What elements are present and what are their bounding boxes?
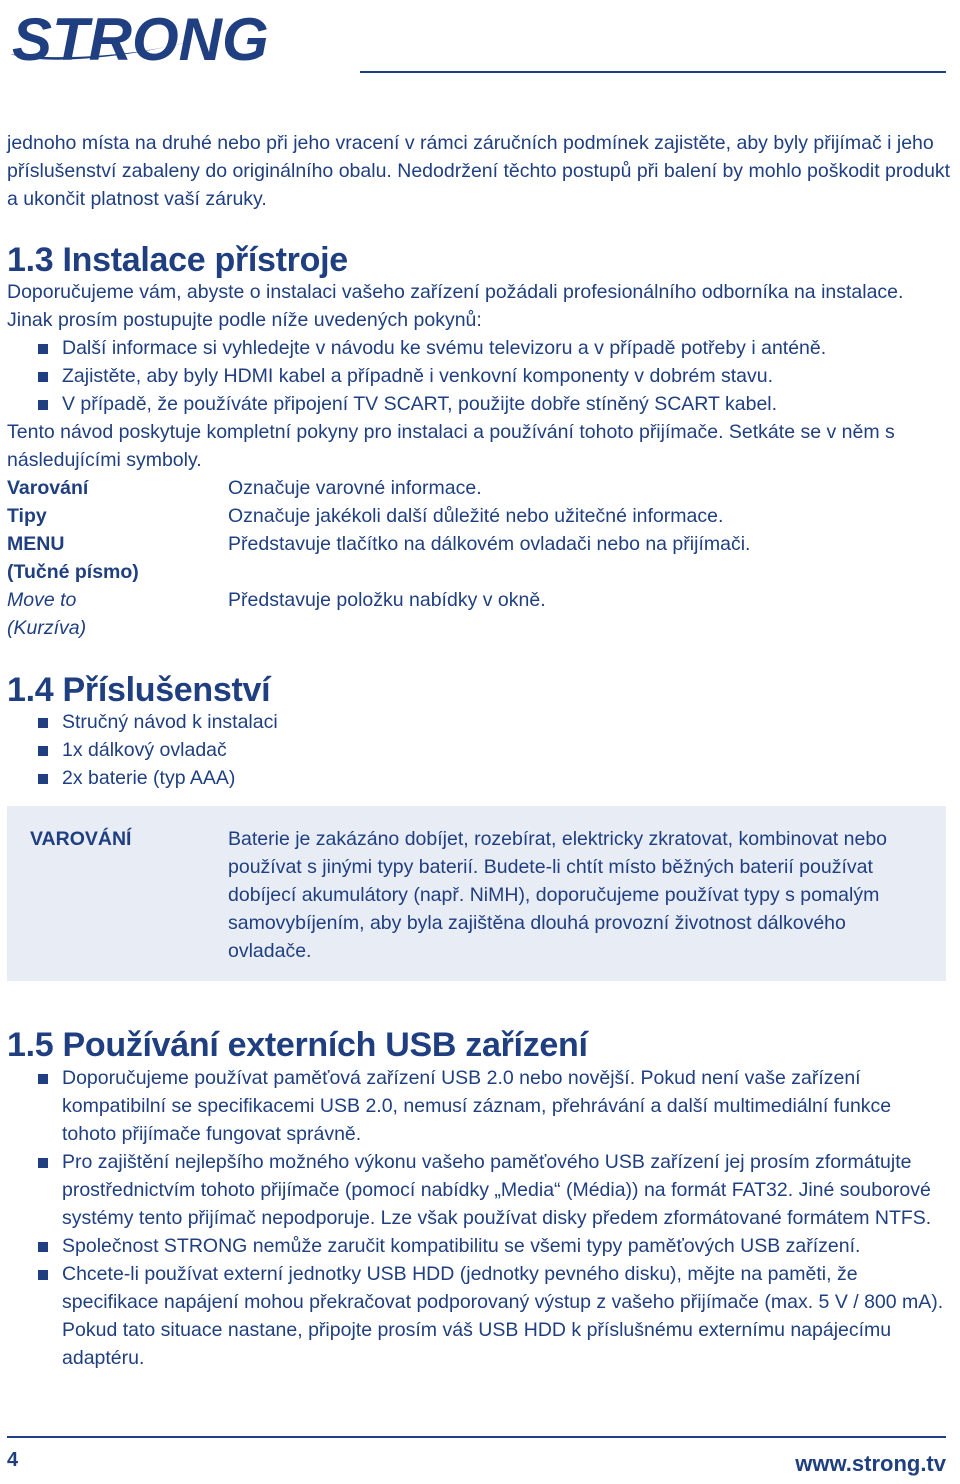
list-item bbox=[7, 708, 947, 736]
bullet-square-icon bbox=[38, 1158, 48, 1168]
logo-text: STRONG bbox=[12, 10, 269, 68]
section-1-4-bullets bbox=[7, 708, 947, 792]
bullet-square-icon bbox=[38, 746, 48, 756]
list-item bbox=[7, 764, 947, 792]
bullet-square-icon bbox=[38, 1270, 48, 1280]
section-1-3-paragraph: Doporučujeme vám, abyste o instalaci vašeho zařízení požádali profesionálního odborníka na instalace. Jinak prosím postupujte podle níže uvedených pokynů: bbox=[7, 281, 904, 331]
section-1-3-paragraph-2: Tento návod poskytuje kompletní pokyny pro instalaci a používání tohoto přijímače. Setkáte se v něm s následujícími symboly. bbox=[7, 421, 895, 471]
website-link[interactable]: www.strong.tv bbox=[795, 1451, 946, 1476]
intro-paragraph: jednoho místa na druhé nebo při jeho vracení v rámci záručních podmínek zajistěte, aby byly přijímač i jeho příslušenství zabaleny do originálního obalu. Nedodržení těchto postupů při balení by mohlo poškodit produkt a ukončit platnost vaší záruky. bbox=[7, 132, 951, 210]
list-item-text: 2x baterie (typ AAA) bbox=[62, 767, 236, 789]
list-item bbox=[7, 1232, 947, 1260]
bullet-square-icon bbox=[38, 718, 48, 728]
list-item-text: V případě, že používáte připojení TV SCART, použijte dobře stíněný SCART kabel. bbox=[62, 393, 778, 415]
symbol-term-bold-note: (Tučné písmo) bbox=[7, 561, 139, 583]
warning-label: VAROVÁNÍ bbox=[30, 828, 132, 850]
section-1-4-heading: 1.4 Příslušenství bbox=[7, 671, 271, 709]
bullet-square-icon bbox=[38, 372, 48, 382]
list-item-text: Zajistěte, aby byly HDMI kabel a případně i venkovní komponenty v dobrém stavu. bbox=[62, 365, 774, 387]
bullet-square-icon bbox=[38, 774, 48, 784]
list-item bbox=[7, 390, 947, 418]
list-item-text: Další informace si vyhledejte v návodu ke svému televizoru a v případě potřeby i anténě. bbox=[62, 337, 827, 359]
list-item-text: Stručný návod k instalaci bbox=[62, 711, 278, 733]
list-item bbox=[7, 736, 947, 764]
symbol-term-menu: MENU bbox=[7, 533, 65, 555]
warning-text: Baterie je zakázáno dobíjet, rozebírat, elektricky zkratovat, kombinovat nebo používat s jinými typy baterií. Budete-li chtít místo běžných baterií používat dobíjecí akumulátory (např. NiMH), doporučujeme používat typy s pomalým samovybíjením, aby byla zajištěna dlouhá provozní životnost dálkového ovladače. bbox=[228, 828, 888, 962]
section-1-5-bullets bbox=[7, 1064, 947, 1372]
bullet-square-icon bbox=[38, 344, 48, 354]
list-item bbox=[7, 1148, 947, 1232]
footer-rule bbox=[7, 1436, 946, 1438]
list-item-text: Pro zajištění nejlepšího možného výkonu vašeho paměťového USB zařízení jej prosím zformátujte prostřednictvím tohoto přijímače (pomocí nabídky „Media“ (Média)) na formát FAT32. Jiné souborové systémy tento přijímač nepodporuje. Lze však používat disky předem zformátované formátem NTFS. bbox=[62, 1151, 932, 1229]
symbol-desc-tips: Označuje jakékoli další důležité nebo užitečné informace. bbox=[228, 505, 724, 527]
list-item bbox=[7, 362, 947, 390]
list-item-text: Doporučujeme používat paměťová zařízení USB 2.0 nebo novější. Pokud není vaše zařízení kompatibilní se specifikacemi USB 2.0, nemusí záznam, přehrávání a další multimediální funkce tohoto přijímače fungovat správně. bbox=[62, 1067, 892, 1145]
bullet-square-icon bbox=[38, 1074, 48, 1084]
list-item bbox=[7, 1064, 947, 1148]
list-item bbox=[7, 334, 947, 362]
page-number: 4 bbox=[7, 1449, 19, 1471]
section-1-3-heading: 1.3 Instalace přístroje bbox=[7, 241, 348, 279]
list-item-text: 1x dálkový ovladač bbox=[62, 739, 227, 761]
strong-logo bbox=[6, 10, 308, 68]
symbol-term-warning: Varování bbox=[7, 477, 89, 499]
symbol-term-italic-note: (Kurzíva) bbox=[7, 617, 87, 639]
bullet-square-icon bbox=[38, 400, 48, 410]
header-rule bbox=[360, 71, 946, 73]
section-1-5-heading: 1.5 Používání externích USB zařízení bbox=[7, 1026, 588, 1064]
symbol-desc-move-to: Představuje položku nabídky v okně. bbox=[228, 589, 546, 611]
list-item-text: Chcete-li používat externí jednotky USB HDD (jednotky pevného disku), mějte na paměti, že specifikace napájení mohou překračovat podporovaný výstup z vašeho přijímače (max. 5 V / 800 mA). Pokud tato situace nastane, připojte prosím váš USB HDD k příslušnému externímu napájecímu adaptéru. bbox=[62, 1263, 944, 1369]
symbol-term-tips: Tipy bbox=[7, 505, 47, 527]
symbol-term-move-to: Move to bbox=[7, 589, 77, 611]
symbol-desc-warning: Označuje varovné informace. bbox=[228, 477, 482, 499]
symbol-desc-menu: Představuje tlačítko na dálkovém ovladači nebo na přijímači. bbox=[228, 533, 751, 555]
list-item-text: Společnost STRONG nemůže zaručit kompatibilitu se všemi typy paměťových USB zařízení. bbox=[62, 1235, 861, 1257]
bullet-square-icon bbox=[38, 1242, 48, 1252]
list-item bbox=[7, 1260, 947, 1372]
section-1-3-bullets bbox=[7, 334, 947, 418]
